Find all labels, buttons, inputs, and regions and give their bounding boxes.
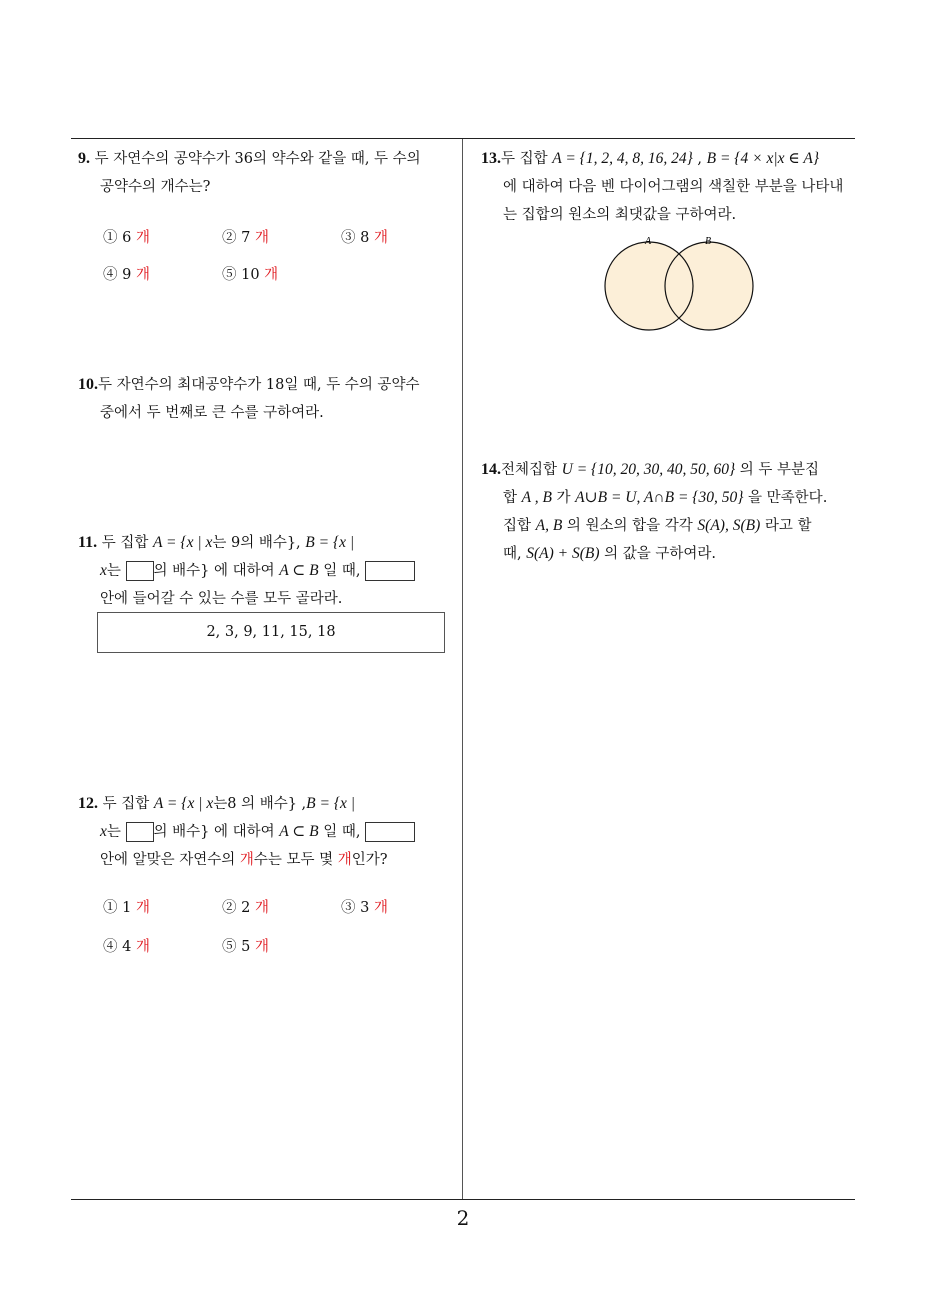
math-expression: x (100, 823, 107, 840)
math-expression: A = {x | x (153, 795, 214, 812)
question-10 (78, 371, 458, 427)
choices-box (97, 612, 445, 653)
math-expression: A∪B = U, A∩B = {30, 50} (575, 489, 744, 506)
question-text: 가 (551, 490, 576, 506)
option-mark: ④ (103, 267, 118, 283)
question-text: 안에 들어갈 수 있는 수를 모두 골라라. (100, 591, 343, 607)
question-number: 13. (481, 150, 501, 167)
question-number: 9. (78, 150, 90, 167)
option-value: 3 (360, 900, 370, 916)
option-4[interactable] (103, 935, 150, 956)
option-unit: 개 (135, 230, 150, 246)
option-value: 10 (241, 267, 260, 283)
question-text: 일 때, (318, 563, 361, 579)
question-text: 합 (503, 490, 522, 506)
venn-diagram (600, 232, 760, 334)
question-number: 12. (78, 795, 98, 812)
question-text: 을 만족한다. (743, 490, 828, 506)
option-unit: 개 (373, 230, 388, 246)
math-expression: B = {x | (306, 795, 356, 812)
option-value: 1 (122, 900, 132, 916)
question-number: 14. (481, 461, 501, 478)
option-unit: 개 (373, 900, 388, 916)
question-14 (481, 456, 861, 568)
question-text: 두 자연수의 공약수가 36의 약수와 같을 때, 두 수의 (94, 151, 421, 167)
option-unit: 개 (135, 267, 150, 283)
question-text: , (692, 151, 707, 167)
question-13 (481, 145, 861, 229)
question-number: 11. (78, 534, 98, 551)
option-mark: ② (222, 230, 237, 246)
option-mark: ① (103, 230, 118, 246)
question-9 (78, 145, 458, 201)
question-text: 는8 의 배수} , (213, 796, 307, 812)
question-text: 두 자연수의 최대공약수가 18일 때, 두 수의 공약수 (98, 377, 420, 393)
venn-label-b: B (705, 236, 712, 247)
option-5[interactable] (222, 263, 278, 284)
option-unit: 개 (254, 939, 269, 955)
math-expression: A , B (521, 489, 552, 506)
option-mark: ⑤ (222, 939, 237, 955)
option-value: 4 (122, 939, 132, 955)
option-3[interactable] (341, 226, 388, 247)
math-expression: S(A) + S(B) (526, 545, 600, 562)
option-unit: 개 (254, 230, 269, 246)
question-text: 라고 할 (760, 518, 812, 534)
blank-box (365, 561, 415, 581)
option-mark: ④ (103, 939, 118, 955)
option-mark: ② (222, 900, 237, 916)
venn-label-a: A (645, 236, 652, 247)
blank-box (365, 822, 415, 842)
option-unit: 개 (135, 900, 150, 916)
math-expression: A = {x | x (152, 534, 213, 551)
option-value: 8 (360, 230, 370, 246)
question-text: 는 (106, 563, 121, 579)
top-rule (71, 138, 855, 139)
choices-list: 2, 3, 9, 11, 15, 18 (206, 624, 336, 640)
option-2[interactable] (222, 226, 269, 247)
question-text: 의 배수} 에 대하여 (153, 563, 280, 579)
question-text: 중에서 두 번째로 큰 수를 구하여라. (100, 405, 324, 421)
column-divider (462, 139, 463, 1200)
option-1[interactable] (103, 896, 150, 917)
option-mark: ③ (341, 230, 356, 246)
option-value: 5 (241, 939, 251, 955)
question-text: 두 집합 (102, 796, 154, 812)
question-text: 두 집합 (501, 151, 553, 167)
option-value: 9 (122, 267, 132, 283)
option-value: 6 (122, 230, 132, 246)
blank-box (126, 561, 154, 581)
question-text: 일 때, (318, 824, 361, 840)
question-text: 집합 (503, 518, 536, 534)
math-expression: A ⊂ B (279, 562, 319, 579)
math-expression: U = {10, 20, 30, 40, 50, 60} (561, 461, 736, 478)
option-mark: ① (103, 900, 118, 916)
question-text: 의 값을 구하여라. (599, 546, 717, 562)
option-unit: 개 (264, 267, 279, 283)
question-text: 는 (106, 824, 121, 840)
question-text: 전체집합 (501, 462, 562, 478)
option-5[interactable] (222, 935, 269, 956)
question-11 (78, 529, 458, 613)
bottom-rule (71, 1199, 855, 1200)
question-text-highlight: 개 (337, 852, 352, 868)
option-unit: 개 (135, 939, 150, 955)
question-text: 인가? (351, 852, 388, 868)
question-text: 에 대하여 다음 벤 다이어그램의 색칠한 부분을 나타내 (503, 179, 844, 195)
question-text: 안에 알맞은 자연수의 (100, 852, 240, 868)
question-text: 는 9의 배수}, (212, 535, 306, 551)
math-expression: B = {x | (305, 534, 355, 551)
question-text: 두 집합 (101, 535, 153, 551)
math-expression: x (100, 562, 107, 579)
math-expression: B = {4 × x|x ∈ A} (706, 150, 820, 167)
math-expression: A = {1, 2, 4, 8, 16, 24} (552, 150, 693, 167)
question-text: 는 집합의 원소의 최댓값을 구하여라. (503, 207, 737, 223)
question-text: 때, (503, 546, 527, 562)
option-4[interactable] (103, 263, 150, 284)
question-text: 수는 모두 몇 (253, 852, 338, 868)
question-text: 의 두 부분집 (735, 462, 820, 478)
math-expression: A ⊂ B (279, 823, 319, 840)
question-text: 공약수의 개수는? (100, 179, 211, 195)
blank-box (126, 822, 154, 842)
option-value: 2 (241, 900, 251, 916)
venn-set-b-circle (665, 242, 753, 330)
question-text: 의 원소의 합을 각각 (562, 518, 698, 534)
option-mark: ⑤ (222, 267, 237, 283)
question-text-highlight: 개 (239, 852, 254, 868)
option-value: 7 (241, 230, 251, 246)
question-12 (78, 790, 458, 874)
question-number: 10. (78, 376, 98, 393)
option-unit: 개 (254, 900, 269, 916)
option-1[interactable] (103, 226, 150, 247)
math-expression: A, B (535, 517, 563, 534)
option-mark: ③ (341, 900, 356, 916)
math-expression: S(A), S(B) (697, 517, 761, 534)
option-2[interactable] (222, 896, 269, 917)
option-3[interactable] (341, 896, 388, 917)
question-text: 의 배수} 에 대하여 (153, 824, 280, 840)
page-number: 2 (456, 1206, 470, 1230)
